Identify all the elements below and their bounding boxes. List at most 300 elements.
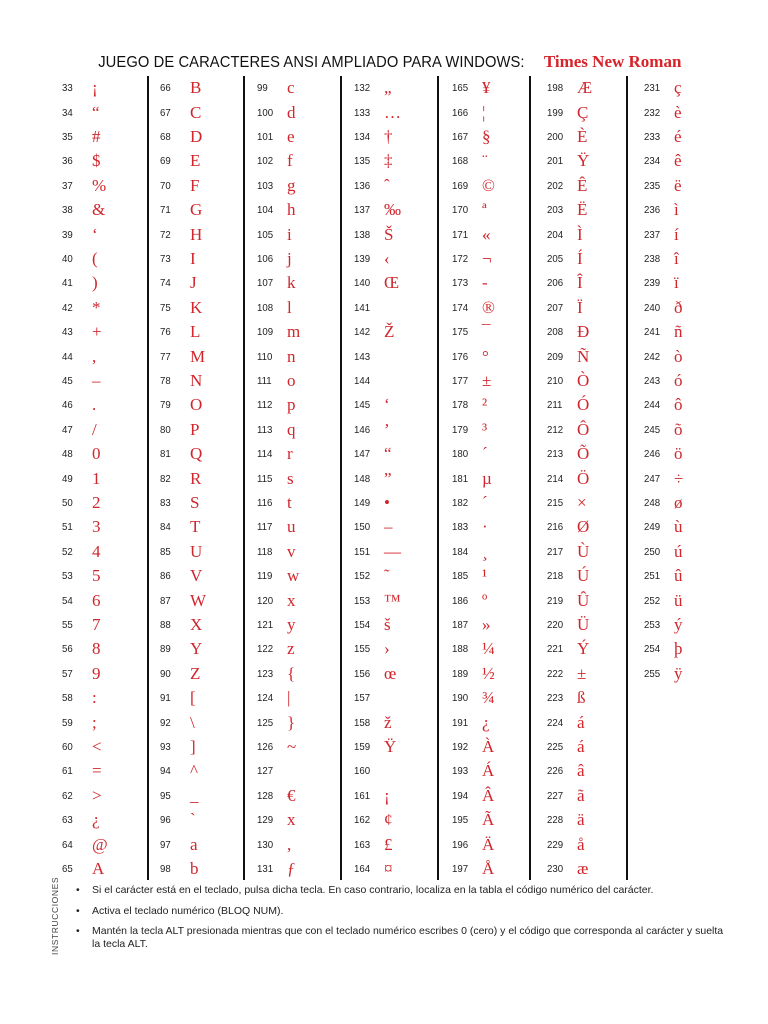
char-glyph: ¤ <box>384 858 393 878</box>
table-row <box>644 100 682 124</box>
char-glyph: n <box>287 346 296 366</box>
table-row <box>257 857 296 881</box>
table-row <box>644 76 682 100</box>
table-row <box>452 710 490 734</box>
table-row <box>354 857 393 881</box>
table-row <box>160 369 202 393</box>
table-row <box>257 784 296 808</box>
table-row <box>257 613 296 637</box>
table-row <box>62 369 101 393</box>
table-row <box>547 320 589 344</box>
table-row <box>62 857 104 881</box>
char-code: 214 <box>547 472 564 485</box>
char-code: 122 <box>257 643 274 656</box>
table-row <box>354 588 401 612</box>
char-glyph: … <box>384 102 401 122</box>
char-glyph: 1 <box>92 468 101 488</box>
char-code: 78 <box>160 374 171 387</box>
table-row <box>62 100 100 124</box>
char-code: 132 <box>354 82 371 95</box>
char-glyph: P <box>190 419 200 439</box>
char-glyph: { <box>287 663 296 683</box>
char-code: 69 <box>160 155 171 168</box>
char-glyph: / <box>92 419 97 439</box>
table-row <box>452 832 494 856</box>
char-code: 128 <box>257 789 274 802</box>
table-row <box>452 759 494 783</box>
table-row <box>62 418 97 442</box>
char-code: 192 <box>452 740 469 753</box>
table-row <box>257 832 291 856</box>
char-glyph: é <box>674 126 682 146</box>
char-glyph: ô <box>674 395 683 415</box>
table-row <box>354 222 393 246</box>
table-row <box>354 466 392 490</box>
char-code: 125 <box>257 716 274 729</box>
char-glyph: Á <box>482 761 495 781</box>
char-code: 107 <box>257 277 274 290</box>
char-glyph: N <box>190 370 203 390</box>
table-row <box>547 125 587 149</box>
char-glyph: g <box>287 175 296 195</box>
char-code: 189 <box>452 667 469 680</box>
char-code: 142 <box>354 326 371 339</box>
character-table <box>62 76 722 880</box>
char-glyph: > <box>92 785 102 805</box>
char-code: 136 <box>354 179 371 192</box>
table-row <box>547 174 587 198</box>
char-code: 233 <box>644 130 661 143</box>
char-code: 177 <box>452 374 469 387</box>
table-row <box>547 710 585 734</box>
char-glyph: s <box>287 468 294 488</box>
char-glyph: ¿ <box>92 810 100 830</box>
char-glyph: Q <box>190 444 203 464</box>
char-glyph: ß <box>577 688 586 708</box>
char-code: 112 <box>257 399 273 412</box>
char-glyph: 7 <box>92 614 101 634</box>
char-glyph: e <box>287 126 295 146</box>
table-row <box>354 369 384 393</box>
table-row <box>354 613 391 637</box>
char-code: 186 <box>452 594 469 607</box>
char-glyph: á <box>577 736 585 756</box>
char-glyph: ; <box>92 712 97 732</box>
table-row <box>452 491 488 515</box>
table-row <box>452 784 494 808</box>
char-glyph: , <box>92 346 97 366</box>
char-glyph: ¡ <box>384 785 390 805</box>
char-code: 231 <box>644 82 661 95</box>
char-code: 157 <box>354 692 371 705</box>
char-glyph: W <box>190 590 207 610</box>
table-row <box>257 466 294 490</box>
char-code: 228 <box>547 814 564 827</box>
char-glyph: ¦ <box>482 102 486 122</box>
char-glyph: ’ <box>384 419 390 439</box>
char-code: 102 <box>257 155 274 168</box>
char-code: 91 <box>160 692 171 705</box>
char-glyph: & <box>92 200 106 220</box>
table-row <box>547 76 592 100</box>
char-code: 227 <box>547 789 564 802</box>
char-glyph: $ <box>92 151 101 171</box>
table-row <box>62 613 101 637</box>
char-code: 250 <box>644 545 661 558</box>
char-glyph: ˜ <box>384 566 390 586</box>
table-row <box>547 271 583 295</box>
char-code: 131 <box>257 862 274 875</box>
char-code: 213 <box>547 448 564 461</box>
char-glyph: w <box>287 566 300 586</box>
char-code: 158 <box>354 716 371 729</box>
char-code: 141 <box>354 301 371 314</box>
char-glyph: õ <box>674 419 683 439</box>
char-code: 93 <box>160 740 171 753</box>
char-glyph: Ê <box>577 175 588 195</box>
char-glyph: · <box>482 517 488 537</box>
char-code: 212 <box>547 423 564 436</box>
char-code: 85 <box>160 545 171 558</box>
char-glyph: š <box>384 614 391 634</box>
table-row <box>452 393 487 417</box>
table-row <box>62 174 106 198</box>
char-code: 179 <box>452 423 469 436</box>
char-code: 116 <box>257 496 273 509</box>
char-glyph: ± <box>577 663 587 683</box>
char-code: 108 <box>257 301 274 314</box>
char-glyph: è <box>674 102 682 122</box>
table-row <box>257 369 296 393</box>
table-row <box>644 296 683 320</box>
char-code: 114 <box>257 448 273 461</box>
char-code: 43 <box>62 326 73 339</box>
table-row <box>257 344 296 368</box>
char-glyph: O <box>190 395 203 415</box>
char-glyph: v <box>287 541 296 561</box>
char-code: 72 <box>160 228 171 241</box>
char-code: 80 <box>160 423 171 436</box>
table-row <box>547 613 589 637</box>
char-code: 96 <box>160 814 171 827</box>
table-row <box>257 515 296 539</box>
char-code: 63 <box>62 814 73 827</box>
char-code: 101 <box>257 130 274 143</box>
table-row <box>354 808 393 832</box>
char-glyph: — <box>384 541 401 561</box>
char-glyph: ] <box>190 736 196 756</box>
char-glyph: ~ <box>287 736 297 756</box>
char-glyph: Ï <box>577 297 583 317</box>
table-row <box>160 662 200 686</box>
char-glyph: ‘ <box>384 395 390 415</box>
table-row <box>644 418 683 442</box>
char-glyph: } <box>287 712 296 732</box>
table-row <box>452 857 494 881</box>
char-code: 166 <box>452 106 469 119</box>
table-row <box>257 76 295 100</box>
char-code: 165 <box>452 82 469 95</box>
char-glyph: å <box>577 834 585 854</box>
table-row <box>644 515 683 539</box>
table-row <box>62 247 98 271</box>
table-row <box>644 613 683 637</box>
table-row <box>62 491 101 515</box>
char-code: 59 <box>62 716 73 729</box>
instruction-text: Activa el teclado numérico (BLOQ NUM). <box>92 904 284 917</box>
table-row <box>644 247 679 271</box>
table-row <box>547 466 589 490</box>
char-glyph: ^ <box>190 761 198 781</box>
char-code: 118 <box>257 545 273 558</box>
char-glyph: ú <box>674 541 683 561</box>
char-code: 154 <box>354 618 371 631</box>
table-row <box>257 588 296 612</box>
char-code: 183 <box>452 521 469 534</box>
table-row <box>62 832 108 856</box>
char-glyph: ê <box>674 151 682 171</box>
char-glyph: Ù <box>577 541 590 561</box>
table-row <box>62 320 102 344</box>
table-row <box>160 564 202 588</box>
char-code: 181 <box>452 472 469 485</box>
char-glyph: ¡ <box>92 78 98 98</box>
table-row <box>547 662 586 686</box>
char-glyph: 6 <box>92 590 101 610</box>
table-row <box>62 344 96 368</box>
char-code: 74 <box>160 277 171 290</box>
char-code: 222 <box>547 667 564 680</box>
char-code: 249 <box>644 521 661 534</box>
char-code: 242 <box>644 350 661 363</box>
table-row <box>547 540 589 564</box>
char-code: 54 <box>62 594 73 607</box>
char-code: 119 <box>257 570 273 583</box>
table-row <box>62 198 105 222</box>
char-code: 56 <box>62 643 73 656</box>
char-code: 208 <box>547 326 564 339</box>
table-row <box>452 735 494 759</box>
table-row <box>354 515 393 539</box>
char-code: 171 <box>452 228 469 241</box>
char-glyph: æ <box>577 858 589 878</box>
table-row <box>452 296 495 320</box>
table-row <box>547 369 589 393</box>
char-code: 104 <box>257 204 274 217</box>
char-code: 52 <box>62 545 73 558</box>
table-row <box>160 271 197 295</box>
char-glyph: – <box>92 370 101 390</box>
table-row <box>62 808 100 832</box>
char-glyph: ½ <box>482 663 495 683</box>
char-code: 151 <box>354 545 371 558</box>
char-glyph: È <box>577 126 588 146</box>
table-row <box>62 710 97 734</box>
table-row <box>257 174 296 198</box>
table-row <box>62 515 101 539</box>
char-glyph: ´ <box>482 444 488 464</box>
char-glyph: ý <box>674 614 683 634</box>
char-code: 162 <box>354 814 371 827</box>
char-code: 33 <box>62 82 73 95</box>
char-code: 117 <box>257 521 273 534</box>
char-glyph: ä <box>577 810 585 830</box>
char-code: 176 <box>452 350 469 363</box>
table-row <box>62 271 98 295</box>
char-glyph: c <box>287 78 295 98</box>
char-code: 133 <box>354 106 371 119</box>
char-glyph: “ <box>384 444 392 464</box>
table-row <box>62 76 98 100</box>
char-code: 146 <box>354 423 371 436</box>
table-row <box>257 393 296 417</box>
char-code: 169 <box>452 179 469 192</box>
char-glyph: q <box>287 419 296 439</box>
char-glyph: Ã <box>482 810 495 830</box>
char-glyph: þ <box>674 639 683 659</box>
char-code: 143 <box>354 350 371 363</box>
table-row <box>452 613 491 637</box>
table-row <box>354 637 390 661</box>
char-code: 215 <box>547 496 564 509</box>
char-glyph: # <box>92 126 101 146</box>
table-row <box>644 393 683 417</box>
char-glyph: f <box>287 151 293 171</box>
bullet-icon: • <box>76 904 80 917</box>
table-row <box>452 540 488 564</box>
table-row <box>452 564 487 588</box>
char-glyph: Đ <box>577 322 590 342</box>
column-divider <box>340 76 342 880</box>
char-code: 255 <box>644 667 661 680</box>
char-code: 230 <box>547 862 564 875</box>
char-glyph: „ <box>384 78 392 98</box>
char-code: 156 <box>354 667 371 680</box>
char-glyph: ¨ <box>482 151 488 171</box>
char-code: 173 <box>452 277 469 290</box>
char-glyph: ¬ <box>482 248 492 268</box>
table-row <box>160 247 196 271</box>
table-row <box>62 637 101 661</box>
char-glyph: ® <box>482 297 495 317</box>
column-divider <box>437 76 439 880</box>
table-row <box>547 515 589 539</box>
char-glyph: ( <box>92 248 98 268</box>
char-glyph: º <box>482 590 488 610</box>
char-glyph: B <box>190 78 202 98</box>
char-code: 200 <box>547 130 564 143</box>
char-glyph: < <box>92 736 102 756</box>
char-code: 55 <box>62 618 73 631</box>
char-glyph: ð <box>674 297 683 317</box>
char-code: 61 <box>62 765 73 778</box>
table-row <box>354 296 384 320</box>
char-code: 211 <box>547 399 563 412</box>
table-row <box>547 344 589 368</box>
char-glyph: ž <box>384 712 392 732</box>
table-row <box>354 735 396 759</box>
char-code: 135 <box>354 155 371 168</box>
char-glyph: ¢ <box>384 810 393 830</box>
table-row <box>62 466 101 490</box>
table-row <box>452 662 495 686</box>
table-row <box>160 588 206 612</box>
char-code: 88 <box>160 618 171 631</box>
table-row <box>160 393 202 417</box>
char-glyph: Ç <box>577 102 589 122</box>
table-row <box>160 515 200 539</box>
table-row <box>354 100 401 124</box>
char-code: 170 <box>452 204 469 217</box>
char-code: 99 <box>257 82 268 95</box>
char-code: 145 <box>354 399 371 412</box>
table-row <box>257 296 292 320</box>
char-glyph: - <box>482 273 488 293</box>
char-glyph: % <box>92 175 107 195</box>
char-code: 238 <box>644 252 661 265</box>
char-glyph: S <box>190 492 200 512</box>
char-code: 100 <box>257 106 274 119</box>
char-glyph: Ë <box>577 200 588 220</box>
table-row <box>160 149 200 173</box>
table-row <box>257 149 293 173</box>
char-code: 89 <box>160 643 171 656</box>
table-row <box>160 100 201 124</box>
char-code: 251 <box>644 570 661 583</box>
table-row <box>644 588 683 612</box>
char-code: 75 <box>160 301 171 314</box>
table-row <box>452 418 487 442</box>
char-glyph: m <box>287 322 301 342</box>
char-glyph: i <box>287 224 292 244</box>
table-row <box>257 271 296 295</box>
char-glyph: » <box>482 614 491 634</box>
char-code: 36 <box>62 155 73 168</box>
char-code: 247 <box>644 472 661 485</box>
char-code: 48 <box>62 448 73 461</box>
char-glyph: á <box>577 712 585 732</box>
char-code: 77 <box>160 350 171 363</box>
char-glyph: A <box>92 858 105 878</box>
table-row <box>354 418 390 442</box>
char-code: 120 <box>257 594 274 607</box>
table-row <box>62 222 98 246</box>
char-glyph: Í <box>577 248 583 268</box>
char-code: 226 <box>547 765 564 778</box>
char-glyph: Õ <box>577 444 590 464</box>
char-glyph: Ì <box>577 224 583 244</box>
table-row <box>644 540 683 564</box>
char-glyph: J <box>190 273 197 293</box>
table-row <box>547 100 588 124</box>
char-glyph: H <box>190 224 203 244</box>
char-glyph: ‰ <box>384 200 401 220</box>
char-glyph: _ <box>190 785 199 805</box>
char-code: 62 <box>62 789 73 802</box>
char-code: 217 <box>547 545 564 558</box>
table-row <box>257 735 296 759</box>
char-glyph: ª <box>482 200 487 220</box>
char-glyph: x <box>287 590 296 610</box>
char-glyph: Ä <box>482 834 495 854</box>
char-glyph: ø <box>674 492 683 512</box>
table-row <box>547 296 583 320</box>
char-code: 81 <box>160 448 171 461</box>
table-row <box>354 76 392 100</box>
char-code: 254 <box>644 643 661 656</box>
char-glyph: “ <box>92 102 100 122</box>
char-code: 49 <box>62 472 73 485</box>
